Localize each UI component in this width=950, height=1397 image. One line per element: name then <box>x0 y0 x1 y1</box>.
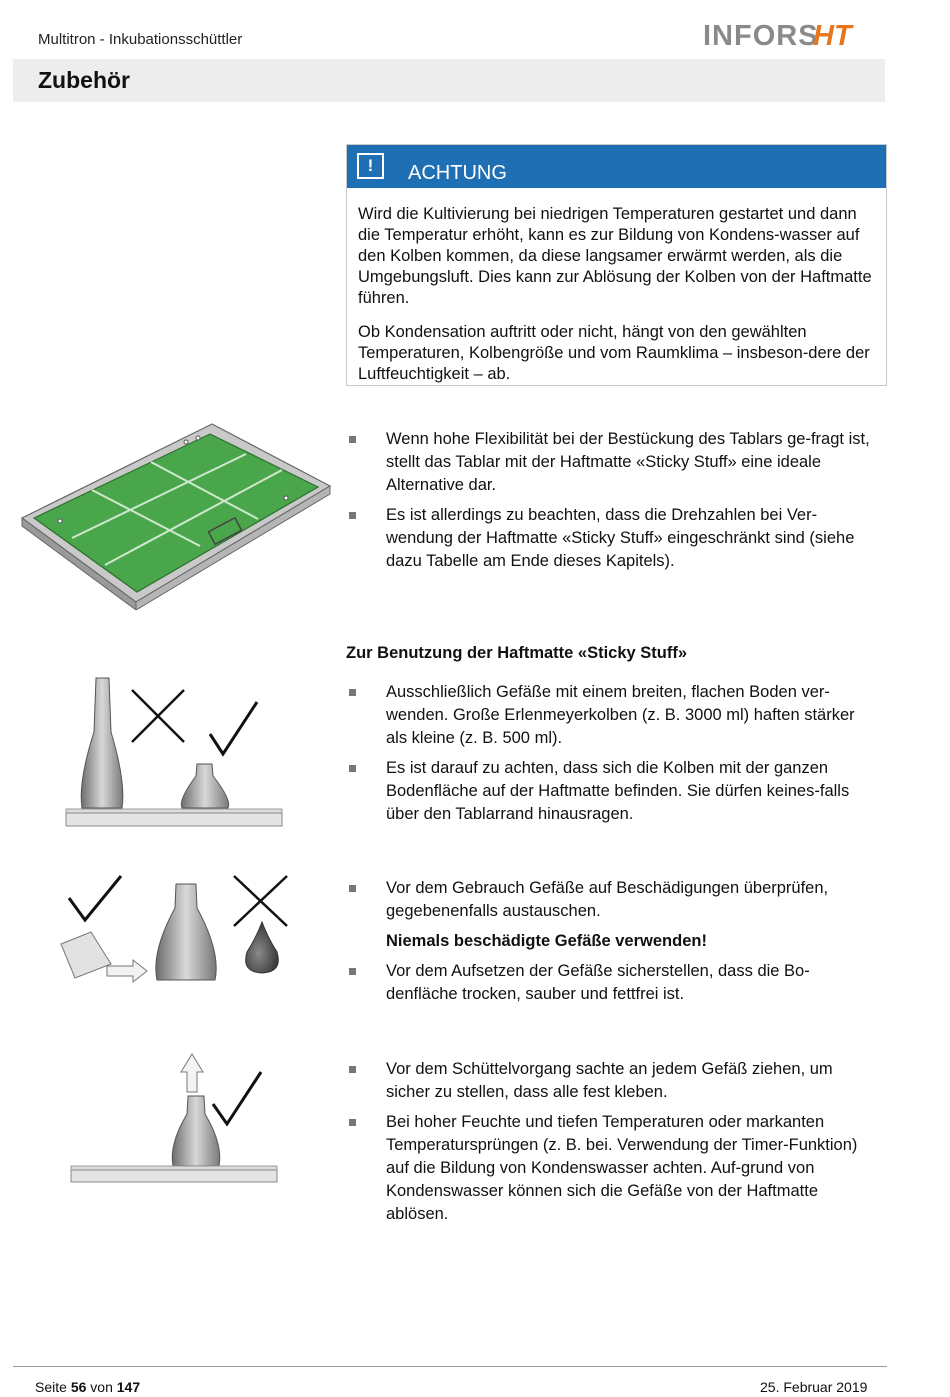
total-pages: 147 <box>116 1379 141 1395</box>
pull-test-illustration <box>65 1050 285 1190</box>
footer-divider <box>13 1366 887 1367</box>
bullet-list-vessels <box>346 681 876 833</box>
square-bullet-icon <box>349 765 356 772</box>
sticky-mat-tray-illustration <box>20 420 340 610</box>
page-number: Seite 56 von 147 <box>35 1379 141 1395</box>
warning-paragraph: Ob Kondensation auftritt oder nicht, hängt von den gewählten Temperaturen, Kolbengröße und vom Raumklima – insbeson-dere der Luftfeuchtigkeit – ab. <box>358 323 870 383</box>
chapter-title: Zubehör <box>38 67 130 93</box>
warning-box <box>346 144 887 386</box>
small-flask-icon <box>181 764 228 808</box>
warning-header <box>347 145 886 188</box>
flask-icon <box>172 1096 219 1166</box>
square-bullet-icon <box>349 885 356 892</box>
exclamation-icon: ! <box>357 153 384 179</box>
bullet-list-pull-test <box>346 1058 876 1233</box>
chapter-bar <box>13 59 885 102</box>
current-page: 56 <box>70 1379 87 1395</box>
list-item: Bei hoher Feuchte und tiefen Temperaturen oder markanten Temperatursprüngen (z. B. bei. Verwendung der Timer-Funktion) auf die Bildung von Kondenswasser achten. Auf-grund von Kondenswasser können sich die Gefäße von der Haftmatte ablösen. <box>346 1111 876 1226</box>
document-title: Multitron - Inkubationsschüttler <box>38 31 243 48</box>
list-item: Es ist allerdings zu beachten, dass die Drehzahlen bei Ver-wendung der Haftmatte «Sticky Stuff» eingeschränkt sind (siehe dazu Tabelle am Ende dieses Kapitels). <box>346 504 876 573</box>
logo-text: INFORS <box>703 20 819 52</box>
tall-flask-icon <box>81 678 123 808</box>
flask-size-illustration <box>60 672 290 832</box>
square-bullet-icon <box>349 512 356 519</box>
square-bullet-icon <box>349 1066 356 1073</box>
bullet-list-inspection <box>346 877 876 1013</box>
section-heading-sticky-stuff: Zur Benutzung der Haftmatte «Sticky Stuff» <box>346 644 688 662</box>
list-item: Ausschließlich Gefäße mit einem breiten, flachen Boden ver-wenden. Große Erlenmeyerkolben (z. B. 3000 ml) haften stärker als kleine (z. B. 500 ml). <box>346 681 876 750</box>
square-bullet-icon <box>349 436 356 443</box>
arrow-right-icon <box>107 960 147 982</box>
list-item: Wenn hohe Flexibilität bei der Bestückung des Tablars ge-fragt ist, stellt das Tablar mit der Haftmatte «Sticky Stuff» eine ideale Alternative dar. <box>346 428 876 497</box>
vessel-inspection-illustration <box>55 868 305 988</box>
list-item: Vor dem Aufsetzen der Gefäße sicherstellen, dass die Bo-denfläche trocken, sauber und fettfrei ist. <box>346 960 876 1006</box>
infors-ht-logo <box>703 20 863 54</box>
list-item: Vor dem Schüttelvorgang sachte an jedem Gefäß ziehen, um sicher zu stellen, dass alle fest kleben. <box>346 1058 876 1104</box>
warning-title: ACHTUNG <box>408 162 507 184</box>
footer-date: 25. Februar 2019 <box>760 1379 868 1395</box>
bullet-list-tray <box>346 428 876 580</box>
warning-paragraph: Wird die Kultivierung bei niedrigen Temperaturen gestartet und dann die Temperatur erhöht, kann es zur Bildung von Kondens-wasser auf den Kolben kommen, da diese langsamer erwärmt werden, als die Umgebungsluft. Dies kann zur Ablösung der Kolben von der Haftmatte führen. <box>358 205 872 307</box>
water-drop-icon <box>246 922 279 973</box>
list-item: Es ist darauf zu achten, dass sich die Kolben mit der ganzen Bodenfläche auf der Haftmatte befinden. Sie dürfen keines-falls über den Tablarrand hinausragen. <box>346 757 876 826</box>
square-bullet-icon <box>349 968 356 975</box>
flask-icon <box>156 884 216 980</box>
warning-body <box>358 204 876 398</box>
arrow-up-icon <box>181 1054 203 1092</box>
list-item: Vor dem Gebrauch Gefäße auf Beschädigungen überprüfen, gegebenenfalls austauschen. <box>346 877 876 923</box>
glass-shard-icon <box>61 932 111 978</box>
square-bullet-icon <box>349 1119 356 1126</box>
warning-note: Niemals beschädigte Gefäße verwenden! <box>386 932 707 950</box>
logo-suffix: HT <box>813 20 852 52</box>
square-bullet-icon <box>349 689 356 696</box>
